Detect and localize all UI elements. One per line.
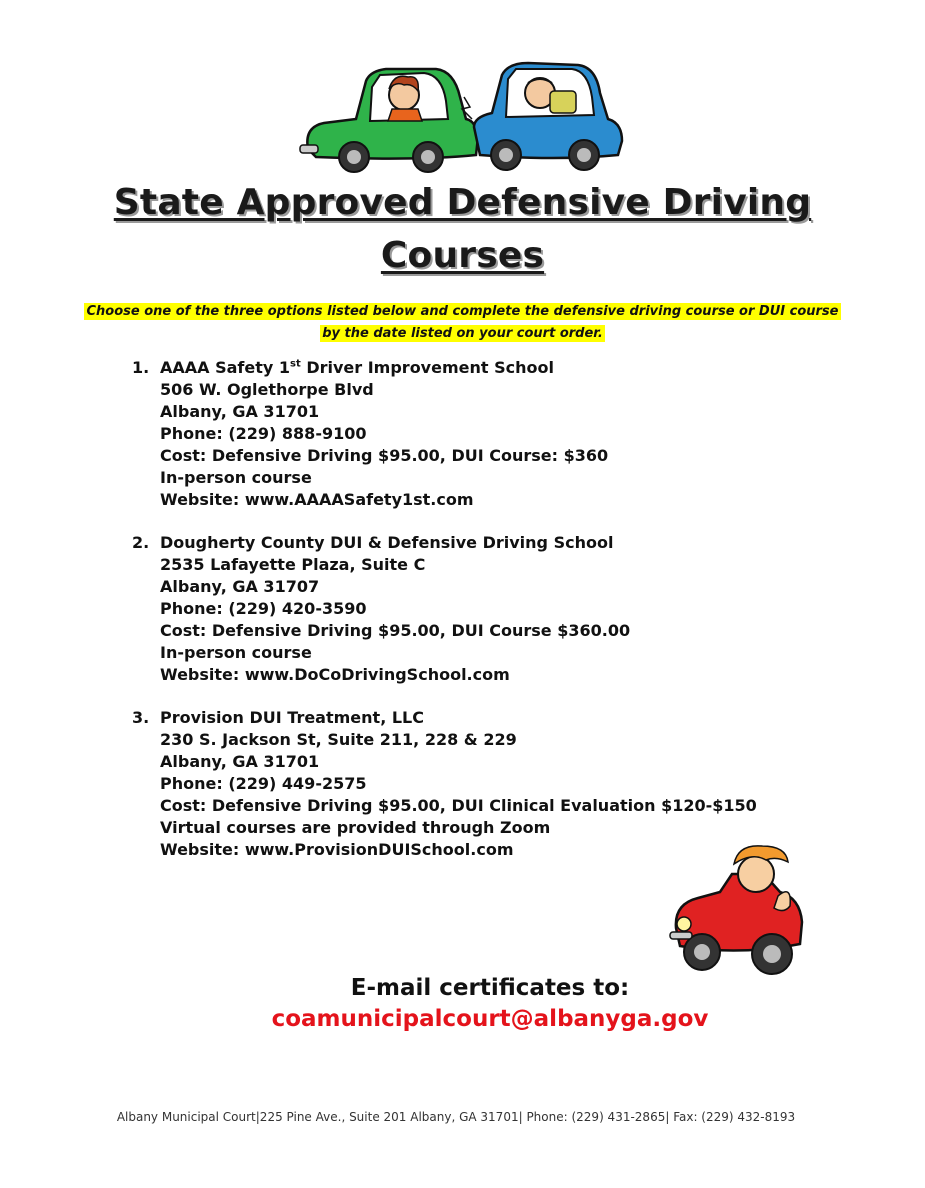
highlighted-text: Choose one of the three options listed below and complete the defensive driving course or DUI course — [86, 304, 839, 319]
school-name: Dougherty County DUI & Defensive Driving School — [160, 533, 614, 552]
school-entry-2 — [132, 532, 630, 686]
school-cost: Cost: Defensive Driving $95.00, DUI Course $360.00 — [160, 621, 631, 640]
green-car-icon — [300, 69, 478, 172]
school-entry-1 — [132, 357, 608, 511]
school-entry-3 — [132, 707, 757, 861]
school-cost: Cost: Defensive Driving $95.00, DUI Course: $360 — [160, 446, 609, 465]
car-collision-illustration — [296, 57, 628, 179]
footer-contact: Albany Municipal Court|225 Pine Ave., Suite 201 Albany, GA 31701| Phone: (229) 431-2865| Fax: (229) 432-8193 — [116, 1110, 796, 1124]
school-format: Virtual courses are provided through Zoom — [160, 818, 551, 837]
school-number: 2. — [132, 533, 150, 552]
page-title-line2: Courses — [380, 235, 545, 276]
school-number: 1. — [132, 358, 150, 377]
school-address-street: 230 S. Jackson St, Suite 211, 228 & 229 — [160, 730, 517, 749]
school-address-street: 2535 Lafayette Plaza, Suite C — [160, 555, 426, 574]
highlighted-text: by the date listed on your court order. — [322, 326, 603, 341]
school-address-city: Albany, GA 31701 — [160, 402, 320, 421]
school-website: Website: www.AAAASafety1st.com — [160, 490, 474, 509]
school-phone: Phone: (229) 449-2575 — [160, 774, 367, 793]
instruction-notice-line2 — [0, 323, 925, 345]
email-address-link[interactable]: coamunicipalcourt@albanyga.gov — [271, 1006, 709, 1032]
instruction-notice-line1 — [0, 301, 925, 323]
school-name: Provision DUI Treatment, LLC — [160, 708, 424, 727]
blue-car-icon — [462, 63, 622, 170]
school-format: In-person course — [160, 468, 312, 487]
school-website: Website: www.ProvisionDUISchool.com — [160, 840, 514, 859]
email-label: E-mail certificates to: — [350, 975, 630, 1001]
red-car-driver-icon — [668, 840, 808, 982]
school-address-street: 506 W. Oglethorpe Blvd — [160, 380, 374, 399]
school-address-city: Albany, GA 31701 — [160, 752, 320, 771]
school-name: AAAA Safety 1st Driver Improvement School — [160, 358, 554, 377]
school-phone: Phone: (229) 888-9100 — [160, 424, 367, 443]
school-format: In-person course — [160, 643, 312, 662]
page-title-line1: State Approved Defensive Driving — [113, 182, 812, 223]
school-phone: Phone: (229) 420-3590 — [160, 599, 367, 618]
school-website: Website: www.DoCoDrivingSchool.com — [160, 665, 510, 684]
school-cost: Cost: Defensive Driving $95.00, DUI Clinical Evaluation $120-$150 — [160, 796, 757, 815]
school-address-city: Albany, GA 31707 — [160, 577, 320, 596]
school-number: 3. — [132, 708, 150, 727]
